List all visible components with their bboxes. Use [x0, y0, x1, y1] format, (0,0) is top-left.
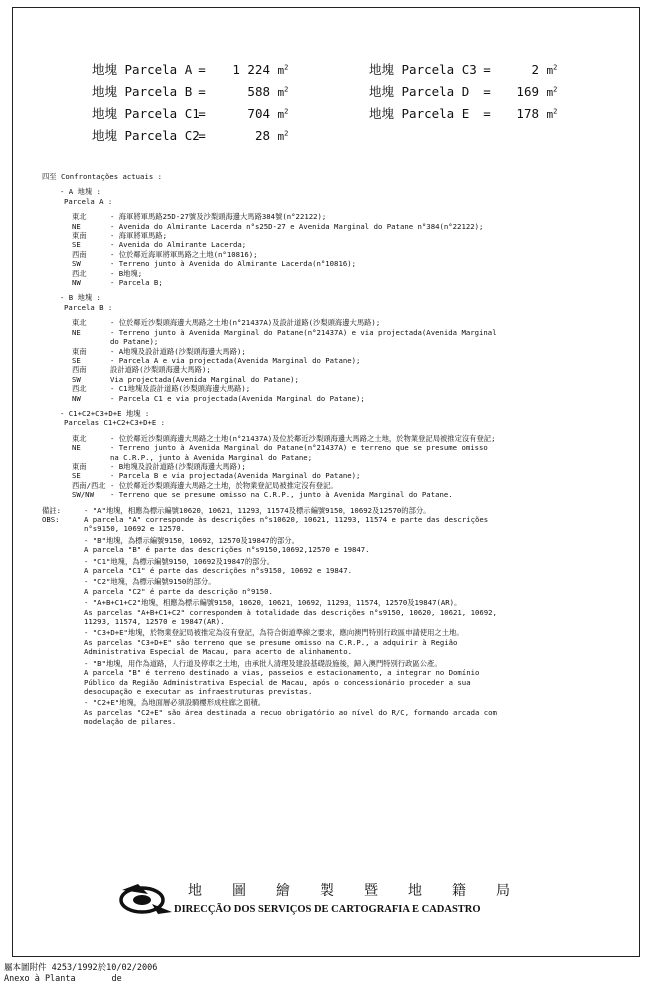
obs-text: Administrativa Especial de Macau, para acerto de alinhamento.	[84, 647, 352, 657]
obs-code-pt: OBS:	[42, 515, 60, 524]
boundary-line: NE - Avenida do Almirante Lacerda n°s25D-27 e Avenida Marginal do Patane n°384(n°22122);	[72, 221, 484, 231]
equals-sign: =	[198, 128, 206, 143]
obs-item: OBS: A parcela "A" corresponde às descrições n°s10620, 10621, 11293, 11574 e parte das descrições	[42, 515, 489, 524]
area-row-c1	[92, 104, 288, 122]
equals-sign: =	[198, 62, 206, 77]
equals-sign: =	[198, 84, 206, 99]
area-label: 地塊 Parcela C3	[369, 62, 477, 77]
area-row-a	[92, 60, 288, 78]
logo-portuguese-name: DIRECÇÃO DOS SERVIÇOS DE CARTOGRAFIA E CADASTRO	[174, 904, 481, 915]
area-label: 地塊 Parcela C2	[92, 128, 200, 143]
boundary-line: NE - Terreno junto à Avenida Marginal do Patane(n°21437A) e via projectada(Avenida Marginal	[72, 327, 497, 337]
equals-sign: =	[198, 106, 206, 121]
boundary-line: SE - Parcela B e via projectada(Avenida Marginal do Patane);	[72, 471, 361, 481]
parcel-a-title-pt: Parcela A :	[64, 196, 113, 206]
boundary-line: 西南 設計道路(沙梨頭海邊大馬路);	[72, 365, 211, 375]
parcel-a-title-zh: - A 地塊 :	[60, 187, 101, 197]
area-unit: $m^2$	[277, 63, 289, 77]
boundary-line: NE - Terreno junto à Avenida Marginal do Patane(n°21437A) e terreno que se presume omisso	[72, 443, 488, 453]
boundary-line: 東北 - 位於鄰近沙梨頭海邊大馬路之土地(n°21437A)及設計道路(沙梨頭海邊大馬路);	[72, 318, 381, 328]
parcel-b-lines	[72, 318, 617, 403]
area-row-e	[369, 104, 557, 122]
area-label: 地塊 Parcela D	[369, 84, 470, 99]
dscc-logo-icon	[118, 880, 174, 916]
area-value: 704	[247, 106, 270, 121]
logo-chinese-name: 地圖繪製暨地籍局	[188, 883, 540, 899]
observations-block	[42, 506, 617, 727]
boundary-line: SW - Terreno junto à Avenida do Almirante Lacerda(n°10816);	[72, 259, 357, 269]
obs-text: Público da Região Administrativa Especial de Macau, após o concessionário proceder a sua	[84, 677, 471, 687]
equals-sign: =	[483, 62, 491, 77]
obs-text: 11293, 11574, 12570 e 19847(AR).	[84, 617, 225, 627]
boundary-line: 東北 - 位於鄰近沙梨頭海邊大馬路之土地(n°21437A)及位於鄰近沙梨頭海邊大馬路之土地，於物業登記局被推定沒有登記;	[72, 433, 496, 443]
area-row-b	[92, 82, 288, 100]
footer-line-zh: 屬本圖附件 4253/1992於10/02/2006	[4, 963, 158, 973]
boundary-line: 東南 - B地塊及設計道路(沙梨頭海邊大馬路);	[72, 461, 246, 471]
confrontations-heading: 四至 Confrontações actuais :	[42, 172, 163, 181]
boundary-line: 西南 - 位於鄰近海軍將軍馬路之土地(n°10816);	[72, 249, 258, 259]
obs-text: A parcela "C1" é parte das descrições n°s9150, 10692 e 19847.	[84, 566, 352, 576]
area-label: 地塊 Parcela C1	[92, 106, 200, 121]
boundary-line: NW - Parcela C1 e via projectada(Avenida Marginal do Patane);	[72, 393, 365, 403]
area-value: 28	[254, 128, 270, 143]
obs-text: - "C3+D+E"地塊，於物業登記局被推定為沒有登記，為符合街道準線之要求，應向澳門特別行政區申請使用之土地。	[84, 628, 464, 638]
area-label: 地塊 Parcela E	[369, 106, 470, 121]
boundary-line: 西北 - C1地塊及設計道路(沙梨頭海邊大馬路);	[72, 384, 251, 394]
boundary-line: SE - Avenida do Almirante Lacerda;	[72, 240, 247, 250]
boundary-line: SW Via projectada(Avenida Marginal do Patane);	[72, 374, 299, 384]
obs-text: - "B"地塊，為標示編號9150，10692，12570及19847的部分。	[84, 535, 299, 545]
dscc-logo	[118, 880, 538, 930]
obs-code-zh: 備註:	[42, 505, 61, 515]
obs-text: - "C2+E"地塊，為地面層必須設騎樓形成柱廊之面積。	[84, 698, 266, 708]
area-unit: $m^2$	[277, 107, 289, 121]
area-row-d	[369, 82, 557, 100]
obs-text: A parcela "B" é parte das descrições n°s9150,10692,12570 e 19847.	[84, 545, 370, 555]
area-unit: $m^2$	[546, 85, 558, 99]
obs-item: 備註: - "A"地塊，相應為標示編號10620，10621，11293，11574及標示編號9150，10692及12570的部分。	[42, 505, 431, 515]
obs-text: As parcelas "C3+D+E" são terreno que se presume omisso na C.R.P., a adquirir à Região	[84, 637, 458, 647]
equals-sign: =	[483, 84, 491, 99]
obs-text: - "C1"地塊，為標示編號9150，10692及19847的部分。	[84, 556, 275, 566]
obs-text: - "B"地塊，用作為道路，人行道及停車之土地，由承批人清理及建設基礎設施後，歸入澳門特別行政區公產。	[84, 658, 442, 668]
area-unit: $m^2$	[277, 85, 289, 99]
boundary-line: NW - Parcela B;	[72, 278, 163, 288]
area-value: 169	[516, 84, 539, 99]
area-value: 588	[247, 84, 270, 99]
obs-text: n°s9150, 10692 e 12570.	[84, 524, 186, 534]
obs-text: - "C2"地塊，為標示編號9150的部分。	[84, 577, 216, 587]
boundary-line: SW/NW - Terreno que se presume omisso na C.R.P., junto à Avenida Marginal do Patane.	[72, 490, 453, 500]
boundary-line: SE - Parcela A e via projectada(Avenida Marginal do Patane);	[72, 355, 361, 365]
area-unit: $m^2$	[277, 129, 289, 143]
area-row-c2	[92, 126, 288, 144]
obs-text: A parcela "B" é terreno destinado a vias, passeios e estacionamento, a integrar no Domínio	[84, 668, 480, 678]
confrontations-section	[42, 172, 617, 727]
parcel-b-title-pt: Parcela B :	[64, 302, 113, 312]
area-unit: $m^2$	[546, 107, 558, 121]
boundary-line: 西南/西北 - 位於鄰近沙梨頭海邊大馬路之土地，於物業登記局被推定沒有登記。	[72, 480, 338, 490]
parcel-b-title-zh: - B 地塊 :	[60, 293, 101, 303]
boundary-line: na C.R.P., junto à Avenida Marginal do Patane;	[110, 452, 313, 462]
parcel-c-title-pt: Parcelas C1+C2+C3+D+E :	[64, 418, 166, 428]
boundary-line: 東北 - 海軍將軍馬路25D-27號及沙梨頭海邊大馬路384號(n°22122);	[72, 212, 327, 222]
obs-text: desocupação e executar as infraestruturas previstas.	[84, 686, 313, 696]
parcel-a-lines	[72, 212, 617, 287]
boundary-line: 東南 - 海軍將軍馬路;	[72, 231, 167, 241]
obs-text: As parcelas "A+B+C1+C2" correspondem à totalidade das descrições n°s9150, 10620, 10621, 10692,	[84, 607, 497, 617]
obs-text: As parcelas "C2+E" são área destinada a recuo obrigatório ao nível do R/C, formando arcada com	[84, 707, 497, 717]
equals-sign: =	[483, 106, 491, 121]
boundary-line: do Patane);	[110, 337, 159, 347]
area-value: 178	[516, 106, 539, 121]
area-value: 2	[531, 62, 539, 77]
parcel-c-lines	[72, 434, 617, 500]
footer-line-pt: Anexo à Planta de	[4, 974, 122, 984]
obs-text: modelação de pilares.	[84, 717, 177, 727]
boundary-line: 西北 - B地塊;	[72, 268, 143, 278]
area-label: 地塊 Parcela B	[92, 84, 193, 99]
boundary-line: 東南 - A地塊及設計道路(沙梨頭海邊大馬路);	[72, 346, 246, 356]
footer-annex	[4, 963, 157, 985]
area-row-c3	[369, 60, 557, 78]
obs-text: - "A+B+C1+C2"地塊，相應為標示編號9150，10620，10621，10692，11293，11574，12570及19847(AR)。	[84, 598, 462, 608]
area-unit: $m^2$	[546, 63, 558, 77]
obs-text: A parcela "C2" é parte da descrição n°9150.	[84, 586, 273, 596]
parcel-c-title-zh: - C1+C2+C3+D+E 地塊 :	[60, 408, 150, 418]
area-label: 地塊 Parcela A	[92, 62, 193, 77]
area-value: 1 224	[232, 62, 270, 77]
